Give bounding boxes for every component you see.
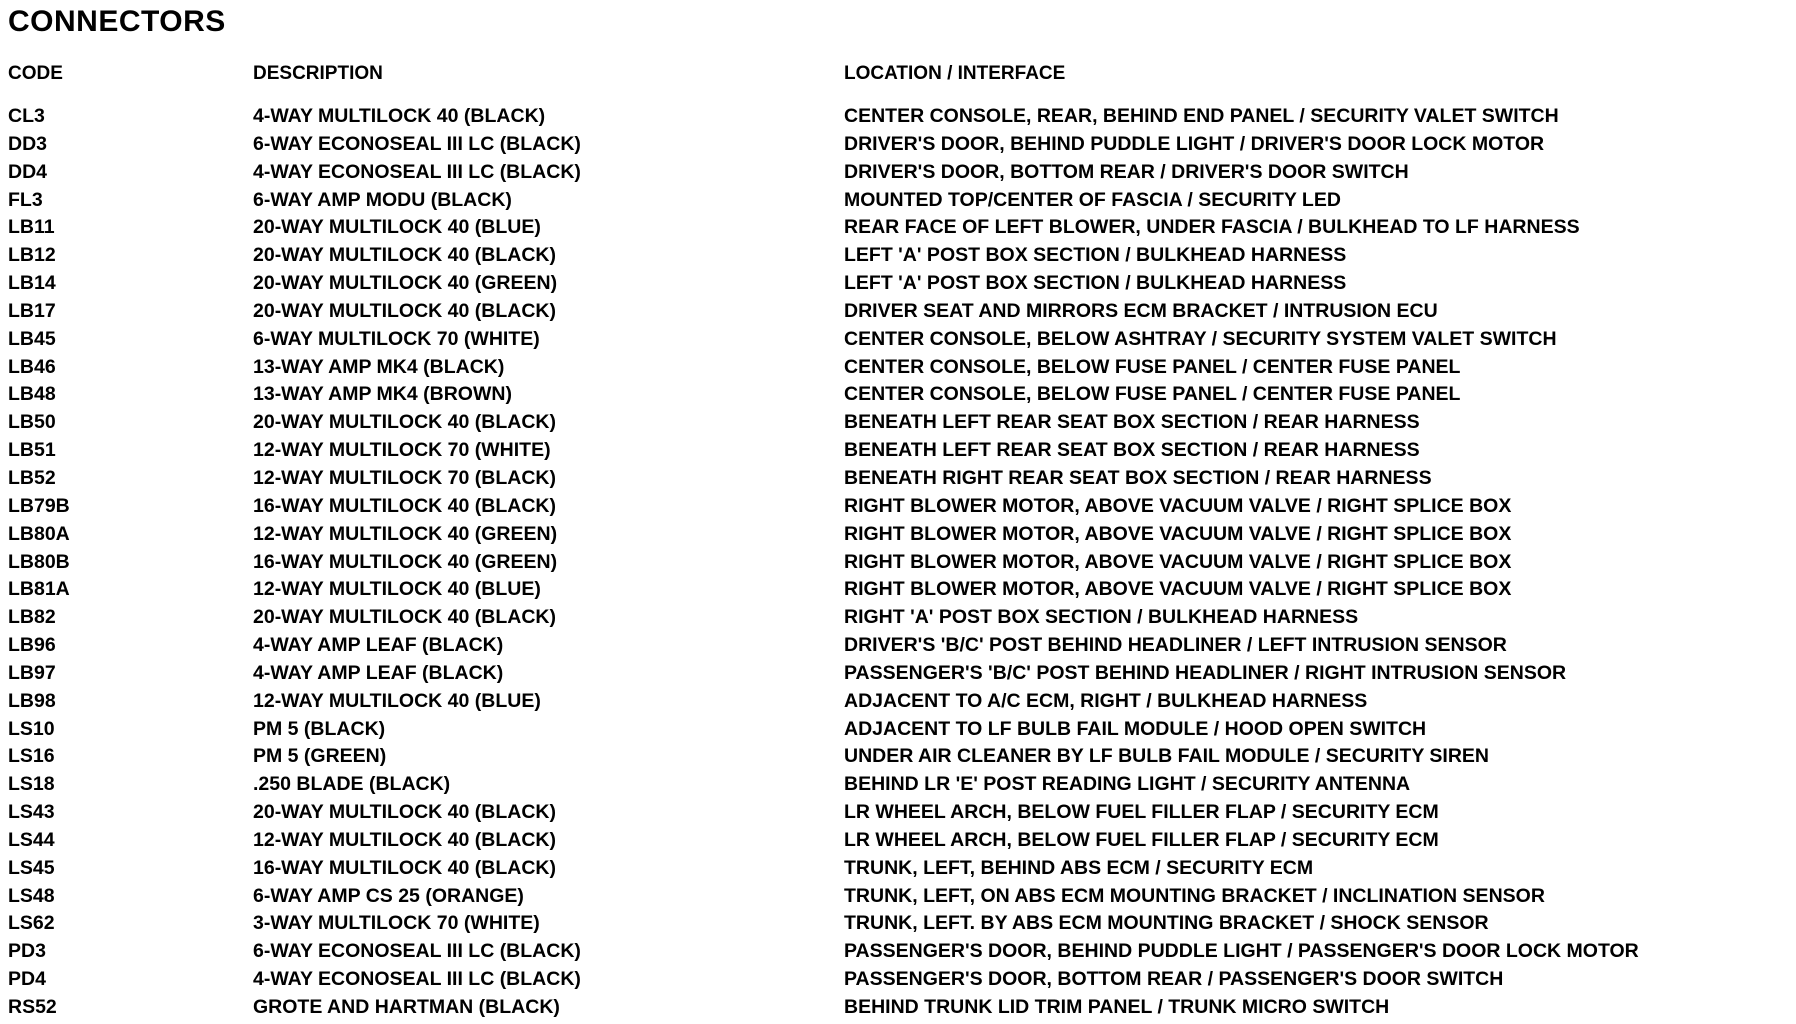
connector-location: TRUNK, LEFT. BY ABS ECM MOUNTING BRACKET / SHOCK SENSOR	[844, 912, 1489, 935]
connector-description: 20-WAY MULTILOCK 40 (BLACK)	[253, 801, 556, 824]
connector-description: .250 BLADE (BLACK)	[253, 773, 451, 796]
connector-code: LB45	[8, 327, 56, 350]
connector-location: CENTER CONSOLE, BELOW FUSE PANEL / CENTER FUSE PANEL	[844, 383, 1461, 406]
connector-location: RIGHT BLOWER MOTOR, ABOVE VACUUM VALVE / RIGHT SPLICE BOX	[844, 494, 1512, 517]
connector-description: 20-WAY MULTILOCK 40 (BLACK)	[253, 606, 556, 629]
connector-code: PD4	[8, 968, 46, 991]
table-row	[0, 521, 1796, 549]
table-row	[0, 994, 1796, 1022]
connector-location: DRIVER'S DOOR, BEHIND PUDDLE LIGHT / DRIVER'S DOOR LOCK MOTOR	[844, 132, 1545, 155]
connector-code: LS43	[8, 801, 55, 824]
connector-description: 4-WAY MULTILOCK 40 (BLACK)	[253, 105, 546, 127]
connector-code: LB82	[8, 606, 56, 629]
connector-location: REAR FACE OF LEFT BLOWER, UNDER FASCIA / BULKHEAD TO LF HARNESS	[844, 216, 1580, 239]
connector-description: 16-WAY MULTILOCK 40 (BLACK)	[253, 494, 556, 517]
connector-code: LB12	[8, 244, 56, 267]
connector-location: BEHIND LR 'E' POST READING LIGHT / SECURITY ANTENNA	[844, 773, 1411, 796]
column-header-code: CODE	[8, 63, 63, 84]
table-row	[0, 604, 1796, 632]
column-header-location: LOCATION / INTERFACE	[844, 63, 1066, 84]
connector-description: 6-WAY ECONOSEAL III LC (BLACK)	[253, 940, 581, 963]
connector-description: 12-WAY MULTILOCK 40 (GREEN)	[253, 522, 558, 545]
connector-location: BENEATH LEFT REAR SEAT BOX SECTION / REAR HARNESS	[844, 411, 1420, 434]
table-row	[0, 131, 1796, 159]
connector-location: PASSENGER'S DOOR, BEHIND PUDDLE LIGHT / PASSENGER'S DOOR LOCK MOTOR	[844, 940, 1639, 963]
connector-code: LB98	[8, 689, 56, 712]
connector-description: 20-WAY MULTILOCK 40 (BLUE)	[253, 216, 541, 239]
connector-location: ADJACENT TO A/C ECM, RIGHT / BULKHEAD HARNESS	[844, 689, 1368, 712]
table-row	[0, 799, 1796, 827]
column-header-description: DESCRIPTION	[253, 63, 383, 84]
connector-location: UNDER AIR CLEANER BY LF BULB FAIL MODULE / SECURITY SIREN	[844, 745, 1489, 768]
table-row	[0, 242, 1796, 270]
connector-description: 6-WAY AMP MODU (BLACK)	[253, 188, 512, 211]
table-row	[0, 966, 1796, 994]
connector-location: LR WHEEL ARCH, BELOW FUEL FILLER FLAP / SECURITY ECM	[844, 801, 1439, 824]
connector-description: 20-WAY MULTILOCK 40 (BLACK)	[253, 299, 556, 322]
connector-code: LB97	[8, 661, 56, 684]
connector-description: 4-WAY ECONOSEAL III LC (BLACK)	[253, 968, 581, 991]
table-row	[0, 409, 1796, 437]
connector-code: LS10	[8, 717, 55, 740]
connector-location: TRUNK, LEFT, BEHIND ABS ECM / SECURITY ECM	[844, 856, 1314, 879]
connector-table-body	[0, 103, 1796, 1022]
table-row	[0, 437, 1796, 465]
table-row	[0, 883, 1796, 911]
connector-location: LEFT 'A' POST BOX SECTION / BULKHEAD HARNESS	[844, 244, 1347, 267]
connector-description: 16-WAY MULTILOCK 40 (GREEN)	[253, 550, 558, 573]
connector-location: ADJACENT TO LF BULB FAIL MODULE / HOOD OPEN SWITCH	[844, 717, 1427, 740]
connector-code: LB52	[8, 466, 56, 489]
connector-code: LS48	[8, 884, 55, 907]
connector-description: 12-WAY MULTILOCK 70 (WHITE)	[253, 439, 551, 462]
connector-location: RIGHT 'A' POST BOX SECTION / BULKHEAD HARNESS	[844, 606, 1359, 629]
connector-location: RIGHT BLOWER MOTOR, ABOVE VACUUM VALVE / RIGHT SPLICE BOX	[844, 522, 1512, 545]
connector-description: 12-WAY MULTILOCK 40 (BLACK)	[253, 828, 556, 851]
connector-location: MOUNTED TOP/CENTER OF FASCIA / SECURITY LED	[844, 188, 1341, 211]
connector-location: TRUNK, LEFT, ON ABS ECM MOUNTING BRACKET / INCLINATION SENSOR	[844, 884, 1545, 907]
connector-description: GROTE AND HARTMAN (BLACK)	[253, 996, 560, 1018]
connector-location: PASSENGER'S 'B/C' POST BEHIND HEADLINER / RIGHT INTRUSION SENSOR	[844, 661, 1567, 684]
table-row	[0, 103, 1796, 131]
connector-description: 13-WAY AMP MK4 (BLACK)	[253, 355, 505, 378]
connector-code: LB14	[8, 272, 56, 295]
connector-description: PM 5 (GREEN)	[253, 745, 387, 768]
table-row	[0, 465, 1796, 493]
connector-code: PD3	[8, 940, 46, 963]
table-row	[0, 381, 1796, 409]
connector-description: 12-WAY MULTILOCK 40 (BLUE)	[253, 578, 541, 601]
connector-code: DD4	[8, 160, 48, 183]
table-row	[0, 632, 1796, 660]
connector-location: CENTER CONSOLE, BELOW FUSE PANEL / CENTER FUSE PANEL	[844, 355, 1461, 378]
page-title: CONNECTORS	[8, 5, 226, 38]
connector-code: LB51	[8, 439, 56, 462]
table-header	[0, 60, 1796, 88]
connector-code: LB80A	[8, 522, 70, 545]
connector-code: LB96	[8, 634, 56, 657]
table-row	[0, 855, 1796, 883]
connector-location: LEFT 'A' POST BOX SECTION / BULKHEAD HARNESS	[844, 272, 1347, 295]
connector-location: CENTER CONSOLE, REAR, BEHIND END PANEL / SECURITY VALET SWITCH	[844, 105, 1559, 127]
connector-code: LB48	[8, 383, 56, 406]
connector-description: 12-WAY MULTILOCK 40 (BLUE)	[253, 689, 541, 712]
connector-location: DRIVER'S 'B/C' POST BEHIND HEADLINER / LEFT INTRUSION SENSOR	[844, 634, 1507, 657]
table-row	[0, 549, 1796, 577]
table-row	[0, 771, 1796, 799]
connector-code: FL3	[8, 188, 43, 211]
connector-code: LS18	[8, 773, 55, 796]
table-row	[0, 298, 1796, 326]
connector-location: LR WHEEL ARCH, BELOW FUEL FILLER FLAP / SECURITY ECM	[844, 828, 1439, 851]
connector-location: RIGHT BLOWER MOTOR, ABOVE VACUUM VALVE / RIGHT SPLICE BOX	[844, 578, 1512, 601]
connector-code: CL3	[8, 105, 45, 127]
connector-code: LS16	[8, 745, 55, 768]
connector-description: 4-WAY AMP LEAF (BLACK)	[253, 634, 504, 657]
connector-location: DRIVER'S DOOR, BOTTOM REAR / DRIVER'S DOOR SWITCH	[844, 160, 1409, 183]
connector-location: BENEATH LEFT REAR SEAT BOX SECTION / REAR HARNESS	[844, 439, 1420, 462]
table-row	[0, 938, 1796, 966]
connector-code: LB50	[8, 411, 56, 434]
connector-code: LB17	[8, 299, 56, 322]
connector-description: 6-WAY MULTILOCK 70 (WHITE)	[253, 327, 540, 350]
connector-location: BENEATH RIGHT REAR SEAT BOX SECTION / REAR HARNESS	[844, 466, 1432, 489]
connector-description: 6-WAY ECONOSEAL III LC (BLACK)	[253, 132, 581, 155]
table-row	[0, 827, 1796, 855]
connector-description: 16-WAY MULTILOCK 40 (BLACK)	[253, 856, 556, 879]
connector-code: LB81A	[8, 578, 70, 601]
table-row	[0, 354, 1796, 382]
table-row	[0, 270, 1796, 298]
table-row	[0, 576, 1796, 604]
table-row	[0, 716, 1796, 744]
connector-code: LB80B	[8, 550, 70, 573]
connector-code: DD3	[8, 132, 48, 155]
connector-code: LB79B	[8, 494, 70, 517]
connector-code: LS62	[8, 912, 55, 935]
connector-code: LB11	[8, 216, 55, 239]
table-row	[0, 688, 1796, 716]
connector-code: LB46	[8, 355, 56, 378]
connector-location: BEHIND TRUNK LID TRIM PANEL / TRUNK MICRO SWITCH	[844, 996, 1390, 1018]
table-row	[0, 493, 1796, 521]
table-row	[0, 159, 1796, 187]
connector-description: 4-WAY ECONOSEAL III LC (BLACK)	[253, 160, 581, 183]
table-row	[0, 187, 1796, 215]
connector-description: 3-WAY MULTILOCK 70 (WHITE)	[253, 912, 540, 935]
table-row	[0, 910, 1796, 938]
table-row	[0, 326, 1796, 354]
connector-description: PM 5 (BLACK)	[253, 717, 386, 740]
connector-description: 6-WAY AMP CS 25 (ORANGE)	[253, 884, 524, 907]
connector-location: PASSENGER'S DOOR, BOTTOM REAR / PASSENGER'S DOOR SWITCH	[844, 968, 1504, 991]
connector-code: RS52	[8, 996, 57, 1018]
table-row	[0, 660, 1796, 688]
connector-description: 20-WAY MULTILOCK 40 (GREEN)	[253, 272, 558, 295]
connector-code: LS44	[8, 828, 55, 851]
connector-location: CENTER CONSOLE, BELOW ASHTRAY / SECURITY SYSTEM VALET SWITCH	[844, 327, 1557, 350]
connector-description: 13-WAY AMP MK4 (BROWN)	[253, 383, 512, 406]
table-row	[0, 743, 1796, 771]
connector-location: DRIVER SEAT AND MIRRORS ECM BRACKET / INTRUSION ECU	[844, 299, 1438, 322]
connector-code: LS45	[8, 856, 55, 879]
connector-description: 20-WAY MULTILOCK 40 (BLACK)	[253, 244, 556, 267]
connector-description: 12-WAY MULTILOCK 70 (BLACK)	[253, 466, 556, 489]
table-row	[0, 214, 1796, 242]
connector-location: RIGHT BLOWER MOTOR, ABOVE VACUUM VALVE / RIGHT SPLICE BOX	[844, 550, 1512, 573]
connector-description: 20-WAY MULTILOCK 40 (BLACK)	[253, 411, 556, 434]
connector-description: 4-WAY AMP LEAF (BLACK)	[253, 661, 504, 684]
